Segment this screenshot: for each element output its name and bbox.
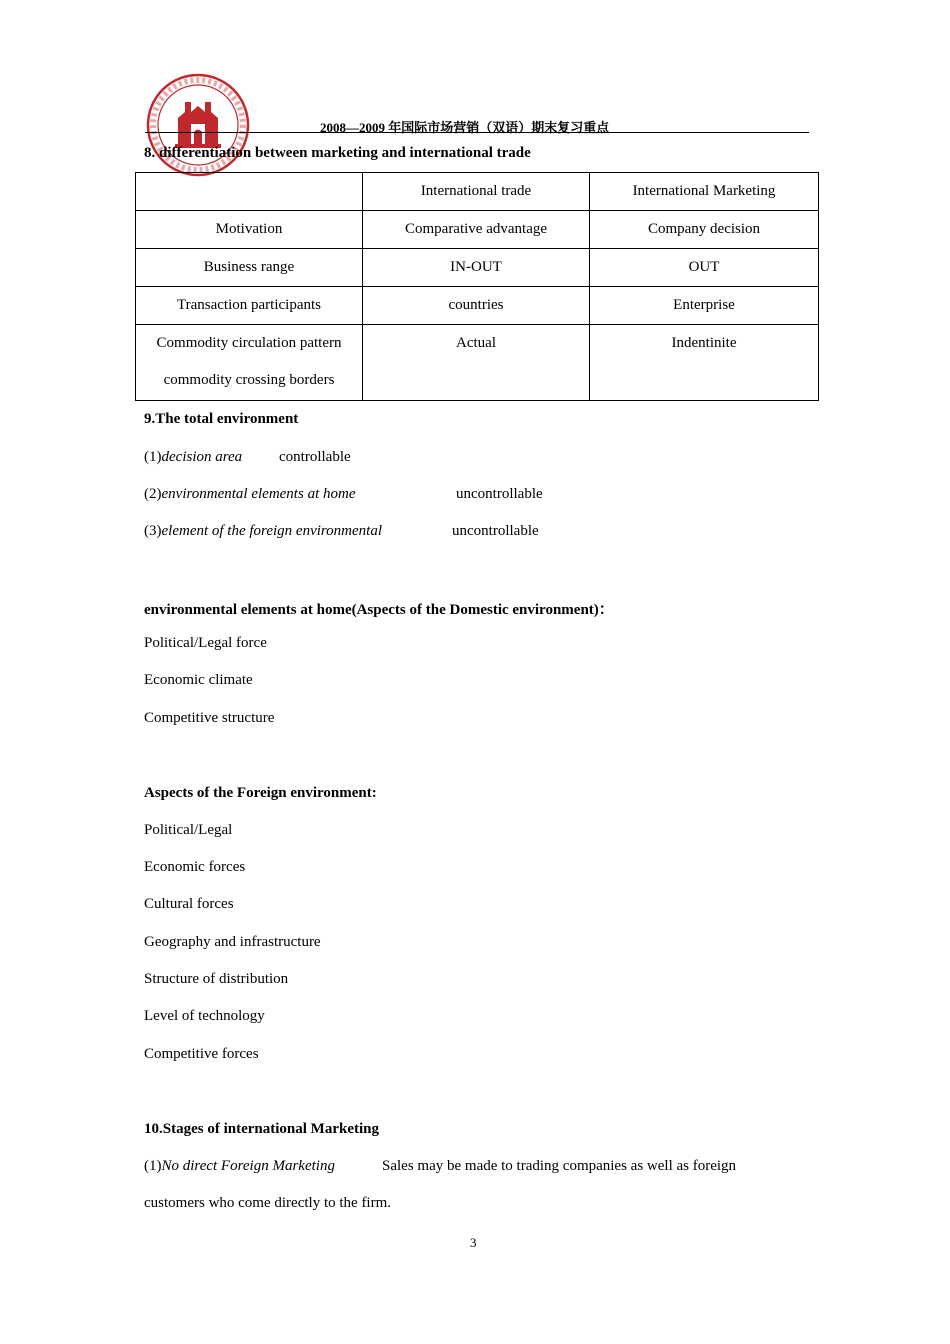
- item-term: element of the foreign environmental: [161, 523, 382, 539]
- table-cell: Enterprise: [590, 287, 819, 325]
- table-header-cell: International Marketing: [590, 173, 819, 211]
- table-row: [136, 211, 819, 249]
- environment-item: [144, 486, 543, 503]
- table-row: [136, 249, 819, 287]
- item-value: controllable: [279, 449, 351, 465]
- item-number: (1): [144, 449, 162, 465]
- table-header-row: [136, 173, 819, 211]
- item-text: Sales may be made to trading companies as well as foreign: [382, 1158, 737, 1174]
- header-divider: [145, 132, 809, 133]
- table-cell: Indentinite: [590, 325, 819, 401]
- table-cell: Actual: [363, 325, 590, 401]
- table-cell: countries: [363, 287, 590, 325]
- table-cell: IN-OUT: [363, 249, 590, 287]
- section-8-heading: 8. differentiation between marketing and international trade: [144, 145, 531, 161]
- page-number: 3: [470, 1235, 477, 1250]
- domestic-heading: environmental elements at home(Aspects of the Domestic environment)：: [144, 602, 614, 618]
- table-cell: Transaction participants: [136, 287, 363, 325]
- foreign-item: Level of technology: [144, 1008, 265, 1024]
- item-number: (3): [144, 523, 162, 539]
- section-9-heading: 9.The total environment: [144, 411, 299, 427]
- item-number: (1): [144, 1158, 162, 1174]
- table-cell-line: commodity crossing borders: [163, 372, 335, 388]
- domestic-item: Competitive structure: [144, 710, 275, 726]
- item-term: No direct Foreign Marketing: [161, 1158, 335, 1174]
- comparison-table: [135, 172, 819, 401]
- domestic-item: Political/Legal force: [144, 635, 267, 651]
- item-value: uncontrollable: [456, 486, 543, 502]
- environment-item: [144, 449, 351, 466]
- item-term: environmental elements at home: [161, 486, 356, 502]
- item-term: decision area: [161, 449, 243, 465]
- stage-item-continuation: customers who come directly to the firm.: [144, 1195, 392, 1211]
- foreign-item: Competitive forces: [144, 1046, 259, 1062]
- section-10-heading: 10.Stages of international Marketing: [144, 1121, 379, 1137]
- table-cell-line: Commodity circulation pattern: [156, 335, 342, 351]
- university-seal-icon: [145, 72, 251, 178]
- table-cell: Company decision: [590, 211, 819, 249]
- foreign-item: Structure of distribution: [144, 971, 289, 987]
- table-header-cell: [136, 173, 363, 211]
- stage-item: [144, 1158, 737, 1175]
- table-cell: OUT: [590, 249, 819, 287]
- foreign-item: Economic forces: [144, 859, 246, 875]
- environment-item: [144, 523, 539, 540]
- table-row: [136, 325, 819, 401]
- table-row: [136, 287, 819, 325]
- table-header-cell: International trade: [363, 173, 590, 211]
- foreign-item: Cultural forces: [144, 896, 234, 912]
- table-cell: Motivation: [136, 211, 363, 249]
- foreign-item: Geography and infrastructure: [144, 934, 321, 950]
- table-cell: [136, 325, 363, 401]
- foreign-heading: Aspects of the Foreign environment:: [144, 785, 377, 801]
- page-header-title: 2008—2009 年国际市场营销（双语）期末复习重点: [320, 120, 610, 135]
- table-cell: Comparative advantage: [363, 211, 590, 249]
- item-value: uncontrollable: [452, 523, 539, 539]
- domestic-item: Economic climate: [144, 672, 253, 688]
- item-number: (2): [144, 486, 162, 502]
- foreign-item: Political/Legal: [144, 822, 233, 838]
- table-cell: Business range: [136, 249, 363, 287]
